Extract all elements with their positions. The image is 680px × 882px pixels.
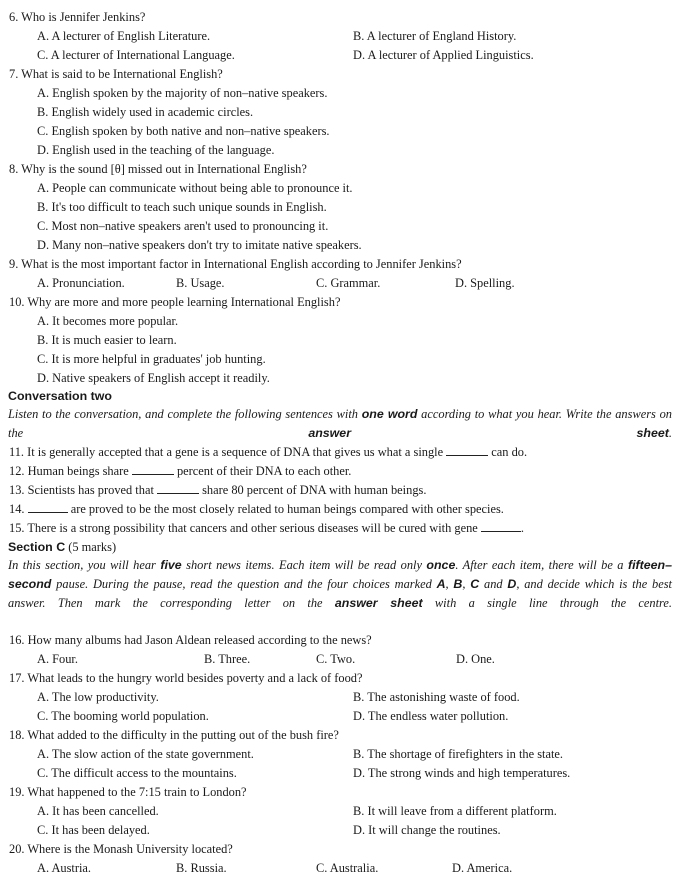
option-b[interactable]: B. The shortage of firefighters in the state.	[353, 747, 564, 761]
option-d[interactable]: D. The endless water pollution.	[353, 709, 509, 723]
question-15: 15. There is a strong possibility that cancers and other serious diseases will be cured with gene .	[9, 521, 524, 535]
option-c[interactable]: C. A lecturer of International Language.	[37, 48, 235, 62]
option-b[interactable]: B. A lecturer of England History.	[353, 29, 517, 43]
question-20: 20. Where is the Monash University located?	[9, 842, 233, 856]
question-8: 8. Why is the sound [θ] missed out in International English?	[9, 162, 307, 176]
question-17: 17. What leads to the hungry world besides poverty and a lack of food?	[9, 671, 363, 685]
question-13: 13. Scientists has proved that share 80 percent of DNA with human beings.	[9, 483, 427, 497]
section-heading: Conversation two	[8, 389, 112, 403]
options-row	[37, 745, 677, 764]
option-a[interactable]: A. The low productivity.	[37, 690, 159, 704]
option-c[interactable]: C. Australia.	[316, 861, 379, 875]
option-a[interactable]: A. Four.	[37, 652, 78, 666]
option-b[interactable]: B. It's too difficult to teach such unique sounds in English.	[37, 200, 327, 214]
option-c[interactable]: C. It has been delayed.	[37, 823, 150, 837]
section-heading: Section C (5 marks)	[8, 540, 117, 554]
option-d[interactable]: D. The strong winds and high temperatures.	[353, 766, 571, 780]
option-a[interactable]: A. People can communicate without being able to pronounce it.	[37, 181, 353, 195]
answer-blank[interactable]	[446, 443, 488, 456]
answer-blank[interactable]	[28, 500, 68, 513]
answer-blank[interactable]	[132, 462, 174, 475]
option-d[interactable]: D. America.	[452, 861, 513, 875]
option-d[interactable]: D. Native speakers of English accept it readily.	[37, 371, 270, 385]
option-b[interactable]: B. Usage.	[176, 276, 225, 290]
option-b[interactable]: B. English widely used in academic circles.	[37, 105, 254, 119]
option-d[interactable]: D. Many non–native speakers don't try to imitate native speakers.	[37, 238, 362, 252]
option-c[interactable]: C. It is more helpful in graduates' job hunting.	[37, 352, 266, 366]
option-a[interactable]: A. It has been cancelled.	[37, 804, 159, 818]
option-b[interactable]: B. The astonishing waste of food.	[353, 690, 520, 704]
question-7: 7. What is said to be International English?	[9, 67, 223, 81]
option-c[interactable]: C. Grammar.	[316, 276, 381, 290]
option-d[interactable]: D. It will change the routines.	[353, 823, 501, 837]
question-14: 14. are proved to be the most closely related to human beings compared with other species.	[9, 502, 504, 516]
options-row	[37, 802, 677, 821]
option-d[interactable]: D. One.	[456, 652, 495, 666]
option-b[interactable]: B. Three.	[204, 652, 251, 666]
answer-blank[interactable]	[481, 519, 521, 532]
question-12: 12. Human beings share percent of their DNA to each other.	[9, 464, 352, 478]
option-d[interactable]: D. A lecturer of Applied Linguistics.	[353, 48, 534, 62]
option-d[interactable]: D. English used in the teaching of the language.	[37, 143, 275, 157]
instructions: Listen to the conversation, and complete the following sentences with one word according to what you hear. Write the answers on the answer sheet.	[8, 407, 672, 440]
option-a[interactable]: A. English spoken by the majority of non–native speakers.	[37, 86, 328, 100]
option-c[interactable]: C. English spoken by both native and non–native speakers.	[37, 124, 330, 138]
question-9: 9. What is the most important factor in International English according to Jennifer Jenkins?	[9, 257, 462, 271]
option-c[interactable]: C. Two.	[316, 652, 356, 666]
options-row	[37, 859, 677, 878]
option-a[interactable]: A. It becomes more popular.	[37, 314, 179, 328]
option-c[interactable]: C. The difficult access to the mountains.	[37, 766, 237, 780]
options-row	[37, 821, 677, 840]
question-6: 6. Who is Jennifer Jenkins?	[9, 10, 146, 24]
question-18: 18. What added to the difficulty in the putting out of the bush fire?	[9, 728, 339, 742]
options-row	[37, 27, 677, 46]
options-row	[37, 688, 677, 707]
option-d[interactable]: D. Spelling.	[455, 276, 515, 290]
options-row	[37, 707, 677, 726]
instructions: In this section, you will hear five short news items. Each item will be read only once. After each item, there will be a fifteen–second pause. During the pause, read the question and the four choices marked A, B, C and D, and decide which is the best answer. Then mark the corresponding letter on the answer sheet with a single line through the centre.	[8, 558, 673, 610]
option-a[interactable]: A. A lecturer of English Literature.	[37, 29, 211, 43]
option-b[interactable]: B. It will leave from a different platform.	[353, 804, 557, 818]
question-16: 16. How many albums had Jason Aldean released according to the news?	[9, 633, 372, 647]
option-a[interactable]: A. The slow action of the state government.	[37, 747, 254, 761]
answer-blank[interactable]	[157, 481, 199, 494]
options-row	[37, 764, 677, 783]
option-c[interactable]: C. The booming world population.	[37, 709, 209, 723]
option-b[interactable]: B. Russia.	[176, 861, 227, 875]
options-row	[37, 650, 677, 669]
option-b[interactable]: B. It is much easier to learn.	[37, 333, 177, 347]
option-a[interactable]: A. Austria.	[37, 861, 92, 875]
question-11: 11. It is generally accepted that a gene is a sequence of DNA that gives us what a single can do.	[9, 445, 528, 459]
option-c[interactable]: C. Most non–native speakers aren't used to pronouncing it.	[37, 219, 329, 233]
question-10: 10. Why are more and more people learning International English?	[9, 295, 341, 309]
option-a[interactable]: A. Pronunciation.	[37, 276, 125, 290]
question-19: 19. What happened to the 7:15 train to London?	[9, 785, 247, 799]
options-row	[37, 46, 677, 65]
options-row	[37, 274, 677, 293]
